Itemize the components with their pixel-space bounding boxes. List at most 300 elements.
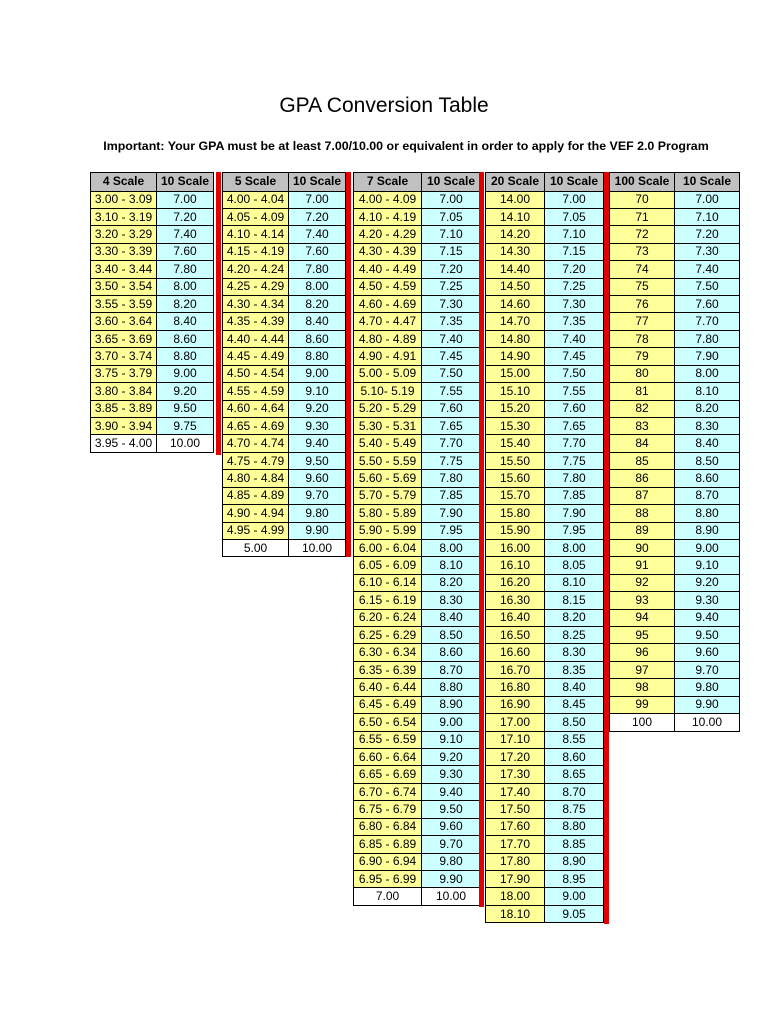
table-row [223,226,346,243]
table-row [354,470,481,487]
source-scale-cell: 89 [610,522,675,539]
table-header-row [486,173,604,192]
ten-scale-cell: 7.80 [289,261,346,278]
source-scale-cell: 14.10 [486,208,545,225]
source-scale-cell: 73 [610,243,675,260]
ten-scale-cell: 7.00 [289,191,346,208]
source-scale-cell: 4.45 - 4.49 [223,348,289,365]
ten-scale-cell: 8.40 [157,313,214,330]
source-scale-cell: 5.70 - 5.79 [354,487,422,504]
ten-scale-cell: 7.40 [545,330,604,347]
conversion-table-1 [90,172,214,453]
table-row [91,296,214,313]
table-row [223,261,346,278]
source-scale-cell: 97 [610,661,675,678]
source-scale-cell: 4.40 - 4.49 [354,261,422,278]
ten-scale-cell: 8.25 [545,627,604,644]
table-header-row [91,173,214,192]
source-scale-cell: 17.20 [486,749,545,766]
source-scale-cell: 15.30 [486,417,545,434]
source-scale-cell: 6.00 - 6.04 [354,539,422,556]
eligibility-notice: Important: Your GPA must be at least 7.00/10.00 or equivalent in order to apply for the VEF 2.0 Program [103,139,709,153]
ten-scale-cell: 7.85 [545,487,604,504]
ten-scale-cell: 9.90 [675,696,740,713]
ten-scale-cell: 7.20 [289,208,346,225]
ten-scale-cell: 7.20 [157,208,214,225]
ten-scale-cell: 8.20 [289,296,346,313]
ten-scale-cell: 7.20 [422,261,481,278]
source-scale-cell: 6.60 - 6.64 [354,749,422,766]
ten-scale-cell: 7.50 [422,365,481,382]
ten-scale-cell: 8.75 [545,801,604,818]
red-separator-1 [216,172,221,455]
ten-scale-cell: 8.80 [157,348,214,365]
source-scale-cell: 4.35 - 4.39 [223,313,289,330]
table-row [486,296,604,313]
source-scale-cell: 3.30 - 3.39 [91,243,157,260]
conversion-table-5 [609,172,740,732]
ten-scale-cell: 7.80 [422,470,481,487]
source-scale-cell: 6.70 - 6.74 [354,783,422,800]
source-scale-cell: 72 [610,226,675,243]
source-scale-cell: 76 [610,296,675,313]
source-scale-cell: 3.95 - 4.00 [91,435,157,452]
ten-scale-cell: 9.50 [422,801,481,818]
table-row [223,400,346,417]
table-row [610,191,740,208]
source-scale-cell: 17.40 [486,783,545,800]
source-scale-cell: 4.40 - 4.44 [223,330,289,347]
source-scale-cell: 6.80 - 6.84 [354,818,422,835]
ten-scale-cell: 7.65 [422,417,481,434]
ten-scale-cell: 7.00 [157,191,214,208]
table-row [354,435,481,452]
table-row [486,801,604,818]
source-scale-cell: 94 [610,609,675,626]
source-scale-cell: 16.80 [486,679,545,696]
table-row [486,731,604,748]
table-row [354,714,481,731]
table-row [223,208,346,225]
table-row [91,191,214,208]
source-scale-cell: 3.10 - 3.19 [91,208,157,225]
ten-scale-cell: 8.40 [675,435,740,452]
ten-scale-cell: 7.25 [545,278,604,295]
source-scale-cell: 14.90 [486,348,545,365]
source-scale-cell: 83 [610,417,675,434]
source-scale-cell: 17.50 [486,801,545,818]
source-scale-cell: 6.05 - 6.09 [354,557,422,574]
table-row [610,278,740,295]
ten-scale-cell: 7.05 [422,208,481,225]
ten-scale-cell: 10.00 [675,714,740,731]
source-scale-cell: 3.00 - 3.09 [91,191,157,208]
table-row [610,243,740,260]
ten-scale-cell: 8.20 [157,296,214,313]
source-scale-cell: 3.65 - 3.69 [91,330,157,347]
ten-scale-cell: 7.70 [545,435,604,452]
source-scale-cell: 4.85 - 4.89 [223,487,289,504]
source-scale-cell: 5.00 [223,539,289,556]
table-row [486,470,604,487]
source-scale-cell: 6.95 - 6.99 [354,870,422,887]
table-row [610,208,740,225]
ten-scale-cell: 9.00 [289,365,346,382]
ten-scale-cell: 9.70 [422,836,481,853]
table-row [91,365,214,382]
ten-scale-cell: 9.20 [157,383,214,400]
ten-scale-cell: 7.35 [422,313,481,330]
source-scale-cell: 6.10 - 6.14 [354,574,422,591]
table-header-row [223,173,346,192]
ten-scale-cell: 8.40 [289,313,346,330]
ten-scale-cell: 7.00 [422,191,481,208]
table-row [610,296,740,313]
ten-scale-cell: 7.20 [675,226,740,243]
ten-scale-cell: 7.30 [422,296,481,313]
table-row [486,365,604,382]
table-row [610,417,740,434]
ten-scale-cell: 9.00 [422,714,481,731]
conversion-table-3 [353,172,481,906]
source-scale-cell: 4.30 - 4.34 [223,296,289,313]
table-row [610,452,740,469]
table-row [223,470,346,487]
source-scale-cell: 16.20 [486,574,545,591]
table-row [223,365,346,382]
ten-scale-cell: 7.20 [545,261,604,278]
ten-scale-cell: 7.40 [157,226,214,243]
ten-scale-cell: 8.65 [545,766,604,783]
table-row [91,435,214,452]
ten-scale-cell: 8.20 [545,609,604,626]
source-scale-cell: 5.20 - 5.29 [354,400,422,417]
ten-scale-cell: 9.80 [289,505,346,522]
ten-scale-cell: 7.90 [675,348,740,365]
source-scale-cell: 4.00 - 4.04 [223,191,289,208]
source-scale-cell: 14.70 [486,313,545,330]
source-scale-cell: 16.70 [486,661,545,678]
source-scale-cell: 79 [610,348,675,365]
ten-scale-cell: 8.05 [545,557,604,574]
source-scale-cell: 15.10 [486,383,545,400]
ten-scale-cell: 10.00 [157,435,214,452]
source-scale-cell: 5.00 - 5.09 [354,365,422,382]
source-scale-cell: 4.95 - 4.99 [223,522,289,539]
source-scale-cell: 82 [610,400,675,417]
table-row [354,243,481,260]
source-scale-cell: 6.20 - 6.24 [354,609,422,626]
table-row [223,383,346,400]
ten-scale-cell: 7.50 [545,365,604,382]
source-scale-cell: 5.10- 5.19 [354,383,422,400]
table-row [610,661,740,678]
table-row [486,452,604,469]
ten-scale-cell: 8.70 [422,661,481,678]
source-scale-cell: 92 [610,574,675,591]
source-scale-cell: 3.40 - 3.44 [91,261,157,278]
table-row [354,766,481,783]
source-scale-cell: 6.35 - 6.39 [354,661,422,678]
source-scale-cell: 6.55 - 6.59 [354,731,422,748]
source-scale-cell: 3.90 - 3.94 [91,417,157,434]
source-scale-cell: 15.80 [486,505,545,522]
source-scale-cell: 6.65 - 6.69 [354,766,422,783]
ten-scale-cell: 7.10 [422,226,481,243]
ten-scale-cell: 8.70 [545,783,604,800]
table-row [610,487,740,504]
source-scale-cell: 91 [610,557,675,574]
ten-scale-cell: 7.95 [422,522,481,539]
conversion-table-2 [222,172,346,557]
source-scale-cell: 4.90 - 4.91 [354,348,422,365]
table-row [354,644,481,661]
source-scale-cell: 17.70 [486,836,545,853]
source-scale-cell: 14.80 [486,330,545,347]
ten-scale-cell: 10.00 [422,888,481,905]
ten-scale-cell: 7.60 [289,243,346,260]
source-scale-cell: 6.75 - 6.79 [354,801,422,818]
source-scale-cell: 86 [610,470,675,487]
column-header: 10 Scale [545,173,604,192]
table-row [486,853,604,870]
source-scale-cell: 100 [610,714,675,731]
table-row [223,452,346,469]
table-row [223,296,346,313]
source-scale-cell: 3.85 - 3.89 [91,400,157,417]
table-row [486,313,604,330]
ten-scale-cell: 9.90 [422,870,481,887]
table-row [354,400,481,417]
table-row [610,470,740,487]
table-row [223,348,346,365]
source-scale-cell: 16.50 [486,627,545,644]
source-scale-cell: 6.90 - 6.94 [354,853,422,870]
source-scale-cell: 93 [610,592,675,609]
ten-scale-cell: 7.60 [422,400,481,417]
column-header: 20 Scale [486,173,545,192]
table-row [354,191,481,208]
source-scale-cell: 80 [610,365,675,382]
ten-scale-cell: 9.30 [422,766,481,783]
ten-scale-cell: 9.70 [675,661,740,678]
table-row [610,592,740,609]
table-row [486,383,604,400]
source-scale-cell: 81 [610,383,675,400]
ten-scale-cell: 8.95 [545,870,604,887]
ten-scale-cell: 9.40 [422,783,481,800]
ten-scale-cell: 8.00 [675,365,740,382]
table-row [223,487,346,504]
ten-scale-cell: 7.45 [422,348,481,365]
source-scale-cell: 84 [610,435,675,452]
source-scale-cell: 4.65 - 4.69 [223,417,289,434]
table-row [610,505,740,522]
ten-scale-cell: 7.30 [545,296,604,313]
source-scale-cell: 98 [610,679,675,696]
ten-scale-cell: 8.80 [289,348,346,365]
source-scale-cell: 95 [610,627,675,644]
ten-scale-cell: 9.20 [675,574,740,591]
table-row [91,261,214,278]
table-row [354,539,481,556]
ten-scale-cell: 7.70 [422,435,481,452]
ten-scale-cell: 8.00 [545,539,604,556]
table-row [610,714,740,731]
source-scale-cell: 4.10 - 4.14 [223,226,289,243]
table-header-row [354,173,481,192]
ten-scale-cell: 9.30 [289,417,346,434]
table-row [354,731,481,748]
table-row [354,505,481,522]
table-row [223,539,346,556]
ten-scale-cell: 8.10 [422,557,481,574]
source-scale-cell: 7.00 [354,888,422,905]
table-row [223,522,346,539]
ten-scale-cell: 8.30 [422,592,481,609]
table-row [486,870,604,887]
column-header: 10 Scale [289,173,346,192]
ten-scale-cell: 8.80 [675,505,740,522]
table-row [354,330,481,347]
red-separator-2 [346,172,351,557]
ten-scale-cell: 10.00 [289,539,346,556]
table-row [354,818,481,835]
table-row [486,661,604,678]
ten-scale-cell: 8.40 [545,679,604,696]
table-row [610,557,740,574]
source-scale-cell: 71 [610,208,675,225]
source-scale-cell: 14.30 [486,243,545,260]
table-row [486,766,604,783]
table-row [91,383,214,400]
source-scale-cell: 74 [610,261,675,278]
source-scale-cell: 4.90 - 4.94 [223,505,289,522]
ten-scale-cell: 7.60 [157,243,214,260]
table-row [354,609,481,626]
source-scale-cell: 14.60 [486,296,545,313]
table-row [223,417,346,434]
table-row [486,679,604,696]
ten-scale-cell: 9.80 [675,679,740,696]
table-row [91,208,214,225]
table-row [486,609,604,626]
table-row [486,191,604,208]
table-row [354,574,481,591]
ten-scale-cell: 8.90 [422,696,481,713]
red-separator-4 [604,172,609,924]
source-scale-cell: 17.10 [486,731,545,748]
column-header: 10 Scale [157,173,214,192]
table-row [486,208,604,225]
table-row [223,313,346,330]
ten-scale-cell: 7.95 [545,522,604,539]
table-row [610,609,740,626]
table-row [486,574,604,591]
ten-scale-cell: 8.00 [422,539,481,556]
table-row [610,330,740,347]
ten-scale-cell: 8.60 [675,470,740,487]
table-row [354,836,481,853]
page-title: GPA Conversion Table [279,94,489,117]
ten-scale-cell: 9.80 [422,853,481,870]
source-scale-cell: 6.15 - 6.19 [354,592,422,609]
table-row [610,365,740,382]
source-scale-cell: 3.50 - 3.54 [91,278,157,295]
ten-scale-cell: 7.10 [545,226,604,243]
source-scale-cell: 16.90 [486,696,545,713]
table-row [354,661,481,678]
table-row [354,296,481,313]
table-row [486,487,604,504]
table-row [610,400,740,417]
table-row [486,539,604,556]
source-scale-cell: 5.50 - 5.59 [354,452,422,469]
source-scale-cell: 15.50 [486,452,545,469]
source-scale-cell: 3.20 - 3.29 [91,226,157,243]
ten-scale-cell: 8.10 [545,574,604,591]
ten-scale-cell: 8.90 [545,853,604,870]
source-scale-cell: 6.30 - 6.34 [354,644,422,661]
table-row [354,888,481,905]
source-scale-cell: 6.25 - 6.29 [354,627,422,644]
ten-scale-cell: 9.50 [289,452,346,469]
table-row [354,365,481,382]
source-scale-cell: 5.90 - 5.99 [354,522,422,539]
source-scale-cell: 4.75 - 4.79 [223,452,289,469]
ten-scale-cell: 9.50 [157,400,214,417]
table-row [486,905,604,922]
table-row [486,592,604,609]
ten-scale-cell: 8.55 [545,731,604,748]
ten-scale-cell: 8.00 [157,278,214,295]
source-scale-cell: 5.60 - 5.69 [354,470,422,487]
source-scale-cell: 17.60 [486,818,545,835]
source-scale-cell: 4.50 - 4.59 [354,278,422,295]
ten-scale-cell: 7.00 [675,191,740,208]
source-scale-cell: 16.00 [486,539,545,556]
column-header: 10 Scale [675,173,740,192]
column-header: 5 Scale [223,173,289,192]
table-row [91,400,214,417]
source-scale-cell: 17.00 [486,714,545,731]
source-scale-cell: 87 [610,487,675,504]
ten-scale-cell: 8.10 [675,383,740,400]
ten-scale-cell: 9.20 [289,400,346,417]
ten-scale-cell: 8.50 [675,452,740,469]
table-row [486,696,604,713]
table-header-row [610,173,740,192]
table-row [486,261,604,278]
ten-scale-cell: 9.20 [422,749,481,766]
table-row [354,383,481,400]
source-scale-cell: 14.00 [486,191,545,208]
table-row [486,278,604,295]
ten-scale-cell: 8.85 [545,836,604,853]
ten-scale-cell: 7.75 [422,452,481,469]
source-scale-cell: 4.50 - 4.54 [223,365,289,382]
ten-scale-cell: 7.30 [675,243,740,260]
ten-scale-cell: 9.60 [289,470,346,487]
table-row [91,330,214,347]
table-row [354,749,481,766]
ten-scale-cell: 8.50 [545,714,604,731]
table-row [91,348,214,365]
table-row [354,592,481,609]
table-row [91,417,214,434]
ten-scale-cell: 9.40 [289,435,346,452]
table-row [91,313,214,330]
